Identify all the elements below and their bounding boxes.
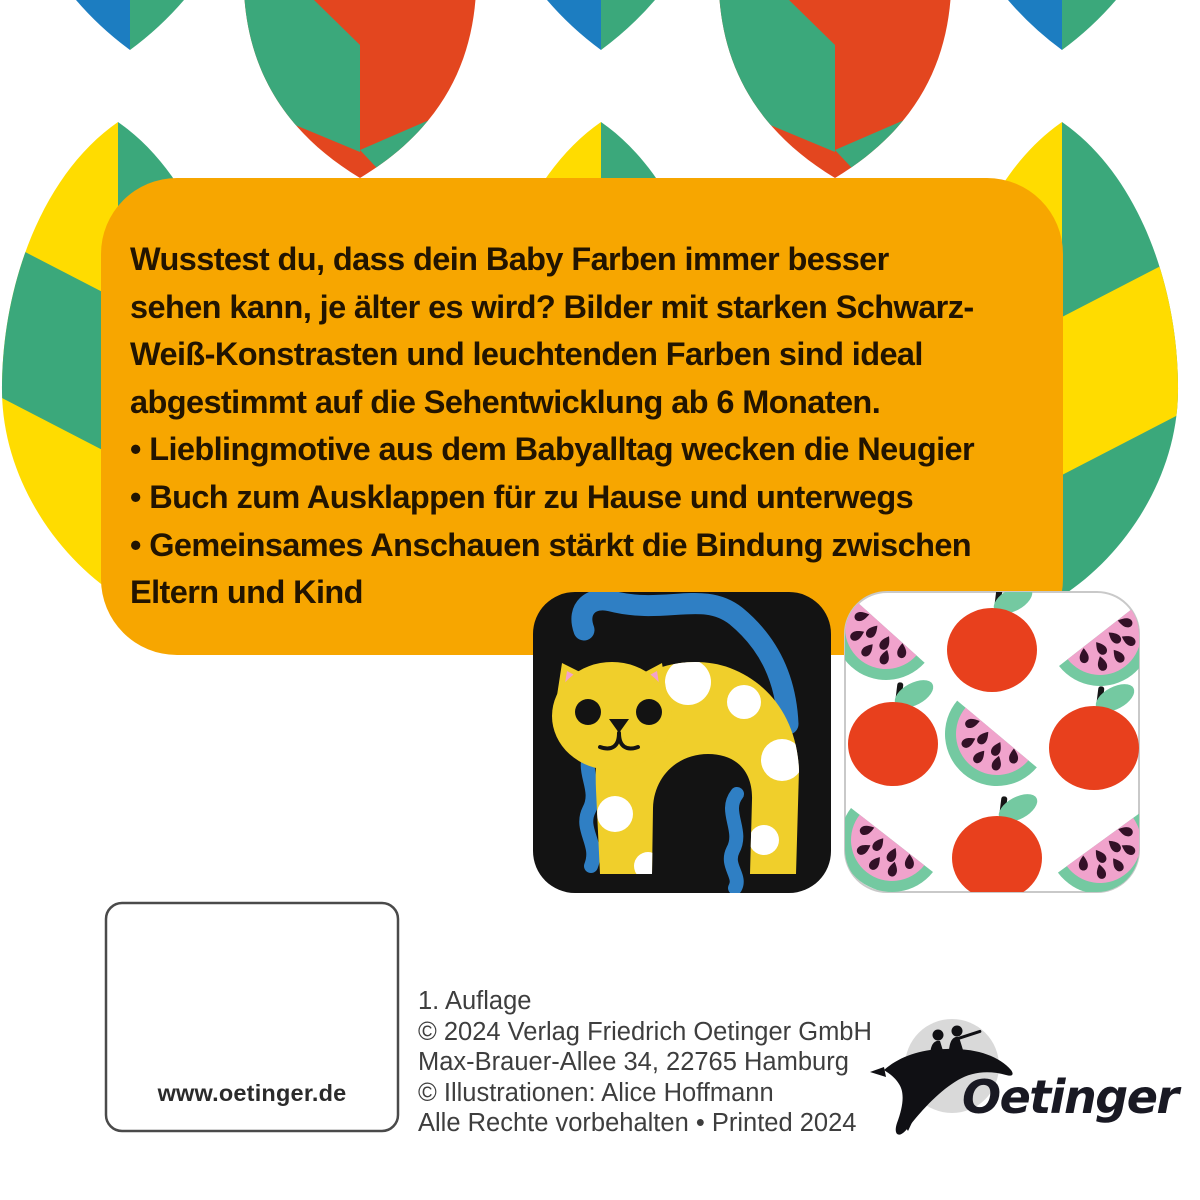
leaf-tip-icon: [76, 0, 184, 50]
info-bullet-line: • Lieblingmotive aus dem Babyalltag wecken die Neugier: [130, 431, 975, 468]
cat-wavy-line: [586, 750, 593, 866]
publisher-wordmark: Oetinger: [962, 1070, 1178, 1124]
fruit-pattern-tile: [813, 580, 1173, 914]
imprint-line: © Illustrationen: Alice Hoffmann: [418, 1078, 774, 1107]
info-bullet-line: • Gemeinsames Anschauen stärkt die Bindung zwischen: [130, 526, 972, 563]
info-line: Weiß-Konstrasten und leuchtenden Farben sind ideal: [130, 336, 923, 373]
leaf-icon: [240, 0, 480, 190]
info-line: sehen kann, je älter es wird? Bilder mit starken Schwarz-: [130, 288, 974, 325]
info-bubble-text: [130, 236, 1060, 617]
imprint-block: [418, 986, 872, 1139]
info-bullet-line: • Buch zum Ausklappen für zu Hause und unterwegs: [130, 478, 914, 515]
publisher-url: www.oetinger.de: [157, 1080, 347, 1106]
imprint-line: 1. Auflage: [418, 987, 532, 1015]
cat-illustration-tile: [533, 592, 831, 893]
leaf-tip-icon: [1008, 0, 1116, 50]
leaf-icon: [715, 0, 955, 190]
leaf-tip-icon: [547, 0, 655, 50]
imprint-line: Max-Brauer-Allee 34, 22765 Hamburg: [418, 1048, 849, 1077]
info-line: Eltern und Kind: [130, 574, 363, 611]
imprint-line: Alle Rechte vorbehalten • Printed 2024: [418, 1109, 857, 1138]
info-line: Wusstest du, dass dein Baby Farben immer besser: [130, 241, 889, 277]
info-line: abgestimmt auf die Sehentwicklung ab 6 Monaten.: [130, 383, 881, 420]
cat-wavy-line: [731, 794, 737, 888]
imprint-line: © 2024 Verlag Friedrich Oetinger GmbH: [418, 1017, 872, 1046]
cat-eye: [636, 699, 662, 725]
cat-eye: [575, 699, 601, 725]
